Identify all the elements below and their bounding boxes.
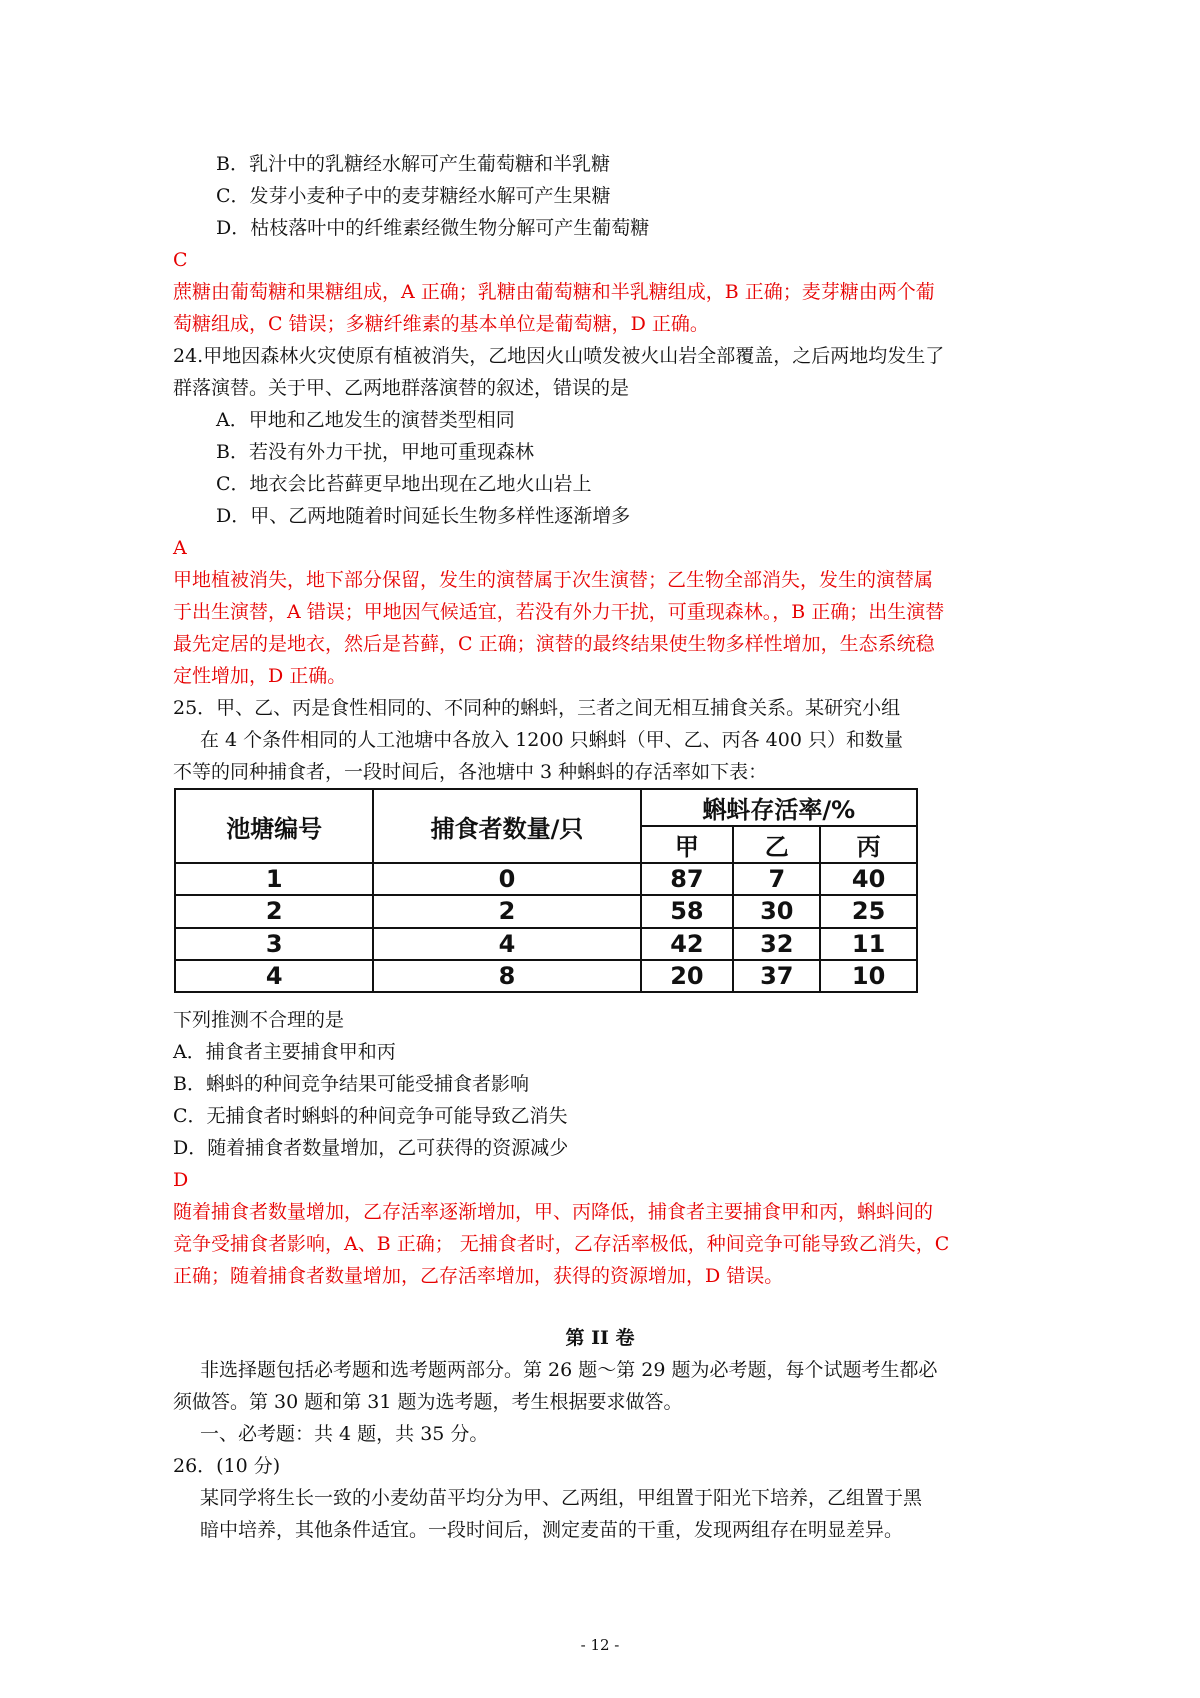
text-line: 萄糖组成，C 错误；多糖纤维素的基本单位是葡萄糖，D 正确。 <box>173 313 709 335</box>
page-number: - 12 - <box>580 1636 620 1654</box>
text-line: 在 4 个条件相同的人工池塘中各放入 1200 只蝌蚪（甲、乙、丙各 400 只）和数量 <box>200 729 903 751</box>
table-cell: 30 <box>733 895 820 927</box>
text-line: D．甲、乙两地随着时间延长生物多样性逐渐增多 <box>216 505 631 527</box>
text-line: C．地衣会比苔藓更早地出现在乙地火山岩上 <box>216 473 592 495</box>
text-line: 须做答。第 30 题和第 31 题为选考题，考生根据要求做答。 <box>173 1391 683 1413</box>
text-line: 25．甲、乙、丙是食性相同的、不同种的蝌蚪，三者之间无相互捕食关系。某研究小组 <box>173 697 901 719</box>
text-line: 非选择题包括必考题和选考题两部分。第 26 题～第 29 题为必考题，每个试题考生都必 <box>200 1359 938 1381</box>
header-survival-rate: 蝌蚪存活率/% <box>641 789 917 826</box>
text-line: C．无捕食者时蝌蚪的种间竞争可能导致乙消失 <box>173 1105 568 1127</box>
table-cell: 8 <box>373 960 640 992</box>
header-species-a: 甲 <box>641 826 734 863</box>
text-line: B．乳汁中的乳糖经水解可产生葡萄糖和半乳糖 <box>216 153 610 175</box>
header-pond: 池塘编号 <box>175 789 373 863</box>
text-line: 26．(10 分) <box>173 1455 281 1477</box>
text-line: 甲地植被消失，地下部分保留，发生的演替属于次生演替；乙生物全部消失，发生的演替属 <box>173 569 934 591</box>
text-line: 暗中培养，其他条件适宜。一段时间后，测定麦苗的干重，发现两组存在明显差异。 <box>200 1519 904 1541</box>
text-line: 随着捕食者数量增加，乙存活率逐渐增加，甲、丙降低，捕食者主要捕食甲和丙，蝌蚪间的 <box>173 1201 934 1223</box>
table-cell: 0 <box>373 863 640 895</box>
text-line: 一、必考题：共 4 题，共 35 分。 <box>200 1423 489 1445</box>
text-line: 定性增加，D 正确。 <box>173 665 347 687</box>
text-line: A．捕食者主要捕食甲和丙 <box>173 1041 396 1063</box>
text-line: A．甲地和乙地发生的演替类型相同 <box>216 409 515 431</box>
table-cell: 4 <box>373 928 640 960</box>
text-line: D．随着捕食者数量增加，乙可获得的资源减少 <box>173 1137 569 1159</box>
table-cell: 2 <box>373 895 640 927</box>
table-cell: 25 <box>820 895 917 927</box>
text-line: C <box>173 249 188 271</box>
table-cell: 2 <box>175 895 373 927</box>
header-predator-count: 捕食者数量/只 <box>373 789 640 863</box>
header-species-b: 乙 <box>733 826 820 863</box>
table-cell: 4 <box>175 960 373 992</box>
text-line: 某同学将生长一致的小麦幼苗平均分为甲、乙两组，甲组置于阳光下培养，乙组置于黑 <box>200 1487 923 1509</box>
table-cell: 11 <box>820 928 917 960</box>
table-row <box>175 960 917 992</box>
text-line: 不等的同种捕食者，一段时间后，各池塘中 3 种蝌蚪的存活率如下表： <box>173 761 768 783</box>
table-cell: 1 <box>175 863 373 895</box>
survival-rate-table <box>174 788 918 993</box>
table-cell: 20 <box>641 960 734 992</box>
text-line: 下列推测不合理的是 <box>173 1009 345 1031</box>
text-line: D．枯枝落叶中的纤维素经微生物分解可产生葡萄糖 <box>216 217 650 239</box>
table-cell: 3 <box>175 928 373 960</box>
text-line: 于出生演替，A 错误；甲地因气候适宜，若没有外力干扰，可重现森林。，B 正确；出生演替 <box>173 601 945 623</box>
text-line: 最先定居的是地衣，然后是苔藓，C 正确；演替的最终结果使生物多样性增加，生态系统稳 <box>173 633 935 655</box>
table-cell: 87 <box>641 863 734 895</box>
text-line: 竞争受捕食者影响，A、B 正确； 无捕食者时，乙存活率极低，种间竞争可能导致乙消失，C <box>173 1233 950 1255</box>
text-line: 正确；随着捕食者数量增加，乙存活率增加，获得的资源增加，D 错误。 <box>173 1265 784 1287</box>
text-line: B．若没有外力干扰，甲地可重现森林 <box>216 441 534 463</box>
table-cell: 10 <box>820 960 917 992</box>
text-line: C．发芽小麦种子中的麦芽糖经水解可产生果糖 <box>216 185 611 207</box>
text-line: 群落演替。关于甲、乙两地群落演替的叙述，错误的是 <box>173 377 630 399</box>
table-row <box>175 863 917 895</box>
table-row <box>175 928 917 960</box>
text-line: A <box>173 537 187 559</box>
table-cell: 7 <box>733 863 820 895</box>
text-line: 24.甲地因森林火灾使原有植被消失，乙地因火山喷发被火山岩全部覆盖，之后两地均发生了 <box>173 345 945 367</box>
table-cell: 42 <box>641 928 734 960</box>
table-cell: 32 <box>733 928 820 960</box>
table-cell: 40 <box>820 863 917 895</box>
table-row <box>175 895 917 927</box>
text-line: B．蝌蚪的种间竞争结果可能受捕食者影响 <box>173 1073 529 1095</box>
header-species-c: 丙 <box>820 826 917 863</box>
table-cell: 37 <box>733 960 820 992</box>
text-line: D <box>173 1169 189 1191</box>
text-line: 第 II 卷 <box>565 1327 635 1349</box>
text-line: 蔗糖由葡萄糖和果糖组成，A 正确；乳糖由葡萄糖和半乳糖组成，B 正确；麦芽糖由两个葡 <box>173 281 935 303</box>
table-cell: 58 <box>641 895 734 927</box>
